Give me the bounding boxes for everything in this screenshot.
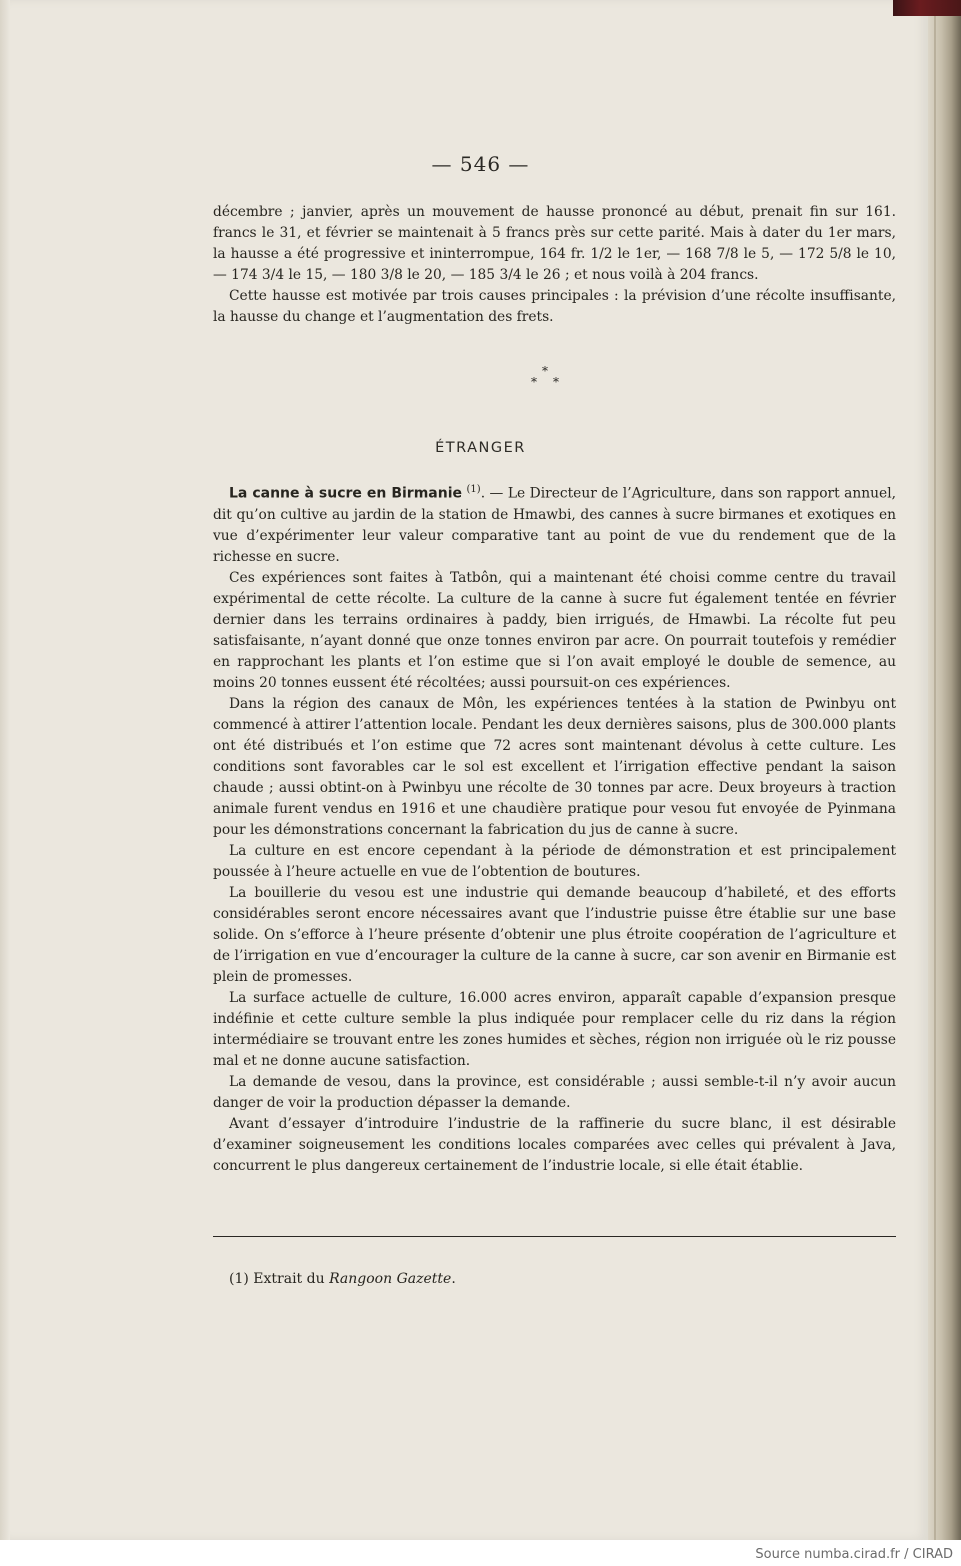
footnote-divider <box>213 1236 896 1237</box>
intro-paragraph-1: décembre ; janvier, après un mouvement de hausse prononcé au début, prenait fin sur 161. francs le 31, et février se maintenait à 5 francs près sur cette parité. Mais à dater du 1er mars, la hausse a été progressive et ininterrompue, 164 fr. 1/2 le 1er, — 168 7/8 le 5, — 172 5/8 le 10, — 174 3/4 le 15, — 180 3/8 le 20, — 185 3/4 le 26 ; et nous voilà à 204 francs. <box>213 204 896 283</box>
article-paragraph: La demande de vesou, dans la province, est considérable ; aussi semble-t-il n’y avoir aucun danger de voir la production dépasser la demande. <box>213 1073 896 1111</box>
article-title: La canne à sucre en Birmanie <box>229 485 463 502</box>
page-number: — 546 — <box>431 152 530 176</box>
asterism <box>528 364 568 394</box>
bookmark-ribbon <box>893 0 961 16</box>
asterism-star: * <box>531 375 537 389</box>
footnote-end: . <box>451 1271 456 1287</box>
footnote-text: Extrait du <box>253 1271 325 1287</box>
footnote-reference[interactable]: (1) <box>466 484 481 495</box>
article-paragraph: La culture en est encore cependant à la période de démonstration et est principalement poussée à l’heure actuelle en vue de l’obtention de boutures. <box>213 842 896 880</box>
article-lead-paragraph <box>213 479 896 568</box>
asterism-star: * <box>553 375 559 389</box>
article-paragraph: Dans la région des canaux de Môn, les expériences tentées à la station de Pwinbyu ont commencé à attirer l’attention locale. Pendant les deux dernières saisons, plus de 300.000 plants ont été distribués et l’on estime que 72 acres sont maintenant dévolus à cette culture. Les conditions sont favorables car le sol est excellent et l’irrigation effective pendant la saison chaude ; aussi obtint-on à Pwinbyu une récolte de 30 tonnes par acre. Deux broyeurs à traction animale furent vendus en 1916 et une chaudière pratique pour vesou fut envoyée de Pyinmana pour les démonstrations concernant la fabrication du jus de canne à sucre. <box>213 695 896 838</box>
source-credit: Source numba.cirad.fr / CIRAD <box>755 1547 953 1562</box>
article-paragraph: La surface actuelle de culture, 16.000 acres environ, apparaît capable d’expansion presque indéfinie et cette culture semble la plus indiquée pour remplacer celle du riz dans la région intermédiaire se trouvant entre les zones humides et sèches, région non irriguée où le riz pousse mal et ne donne aucune satisfaction. <box>213 989 896 1069</box>
book-edge-stripe <box>934 0 936 1540</box>
asterism-star: * <box>542 364 548 378</box>
article-paragraph: La bouillerie du vesou est une industrie qui demande beaucoup d’habileté, et des efforts considérables seront encore nécessaires avant que l’industrie puisse être établie sur une base solide. On s’efforce à l’heure présente d’obtenir une plus étroite coopération de l’agriculture et de l’irrigation en vue d’encourager la culture de la canne à sucre, car son avenir en Birmanie est plein de promesses. <box>213 884 896 985</box>
footnote-mark: (1) <box>229 1271 249 1287</box>
bottom-strip <box>0 1540 961 1566</box>
page-left-edge <box>0 0 10 1540</box>
article-paragraph: Ces expériences sont faites à Tatbôn, qui a maintenant été choisi comme centre du travail expérimental de cette récolte. La culture de la canne à sucre fut également tentée en février dernier dans les terrains ordinaires à paddy, bien irrigués, de Hmawbi. La récolte fut peu satisfaisante, n’ayant donné que onze tonnes environ par acre. On pourrait toutefois y remédier en rapprochant les plants et l’on estime que si l’on avait employé le double de semence, au moins 20 tonnes eussent été récoltées; aussi poursuit-on ces expériences. <box>213 569 896 691</box>
intro-paragraph-2: Cette hausse est motivée par trois causes principales : la prévision d’une récolte insuffisante, la hausse du change et l’augmentation des frets. <box>213 288 896 325</box>
footnote <box>229 1271 456 1287</box>
intro-text <box>213 202 896 328</box>
section-title: ÉTRANGER <box>435 440 526 456</box>
book-edge <box>928 0 961 1540</box>
article-body <box>213 479 896 1177</box>
footnote-source: Rangoon Gazette <box>329 1271 452 1287</box>
article-paragraph: Avant d’essayer d’introduire l’industrie de la raffinerie du sucre blanc, il est désirable d’examiner soigneusement les conditions locales comparées avec celles qui prévalent à Java, concurrent le plus dangereux certainement de l’industrie locale, si elle était établie. <box>213 1115 896 1174</box>
article-lead: . — Le Directeur de l’Agriculture, dans son rapport annuel, dit qu’on cultive au jardin de la station de Hmawbi, des cannes à sucre birmanes et exotiques en vue d’expérimenter leur valeur comparative tant au point de vue du rendement que de la richesse en sucre. <box>213 485 897 565</box>
